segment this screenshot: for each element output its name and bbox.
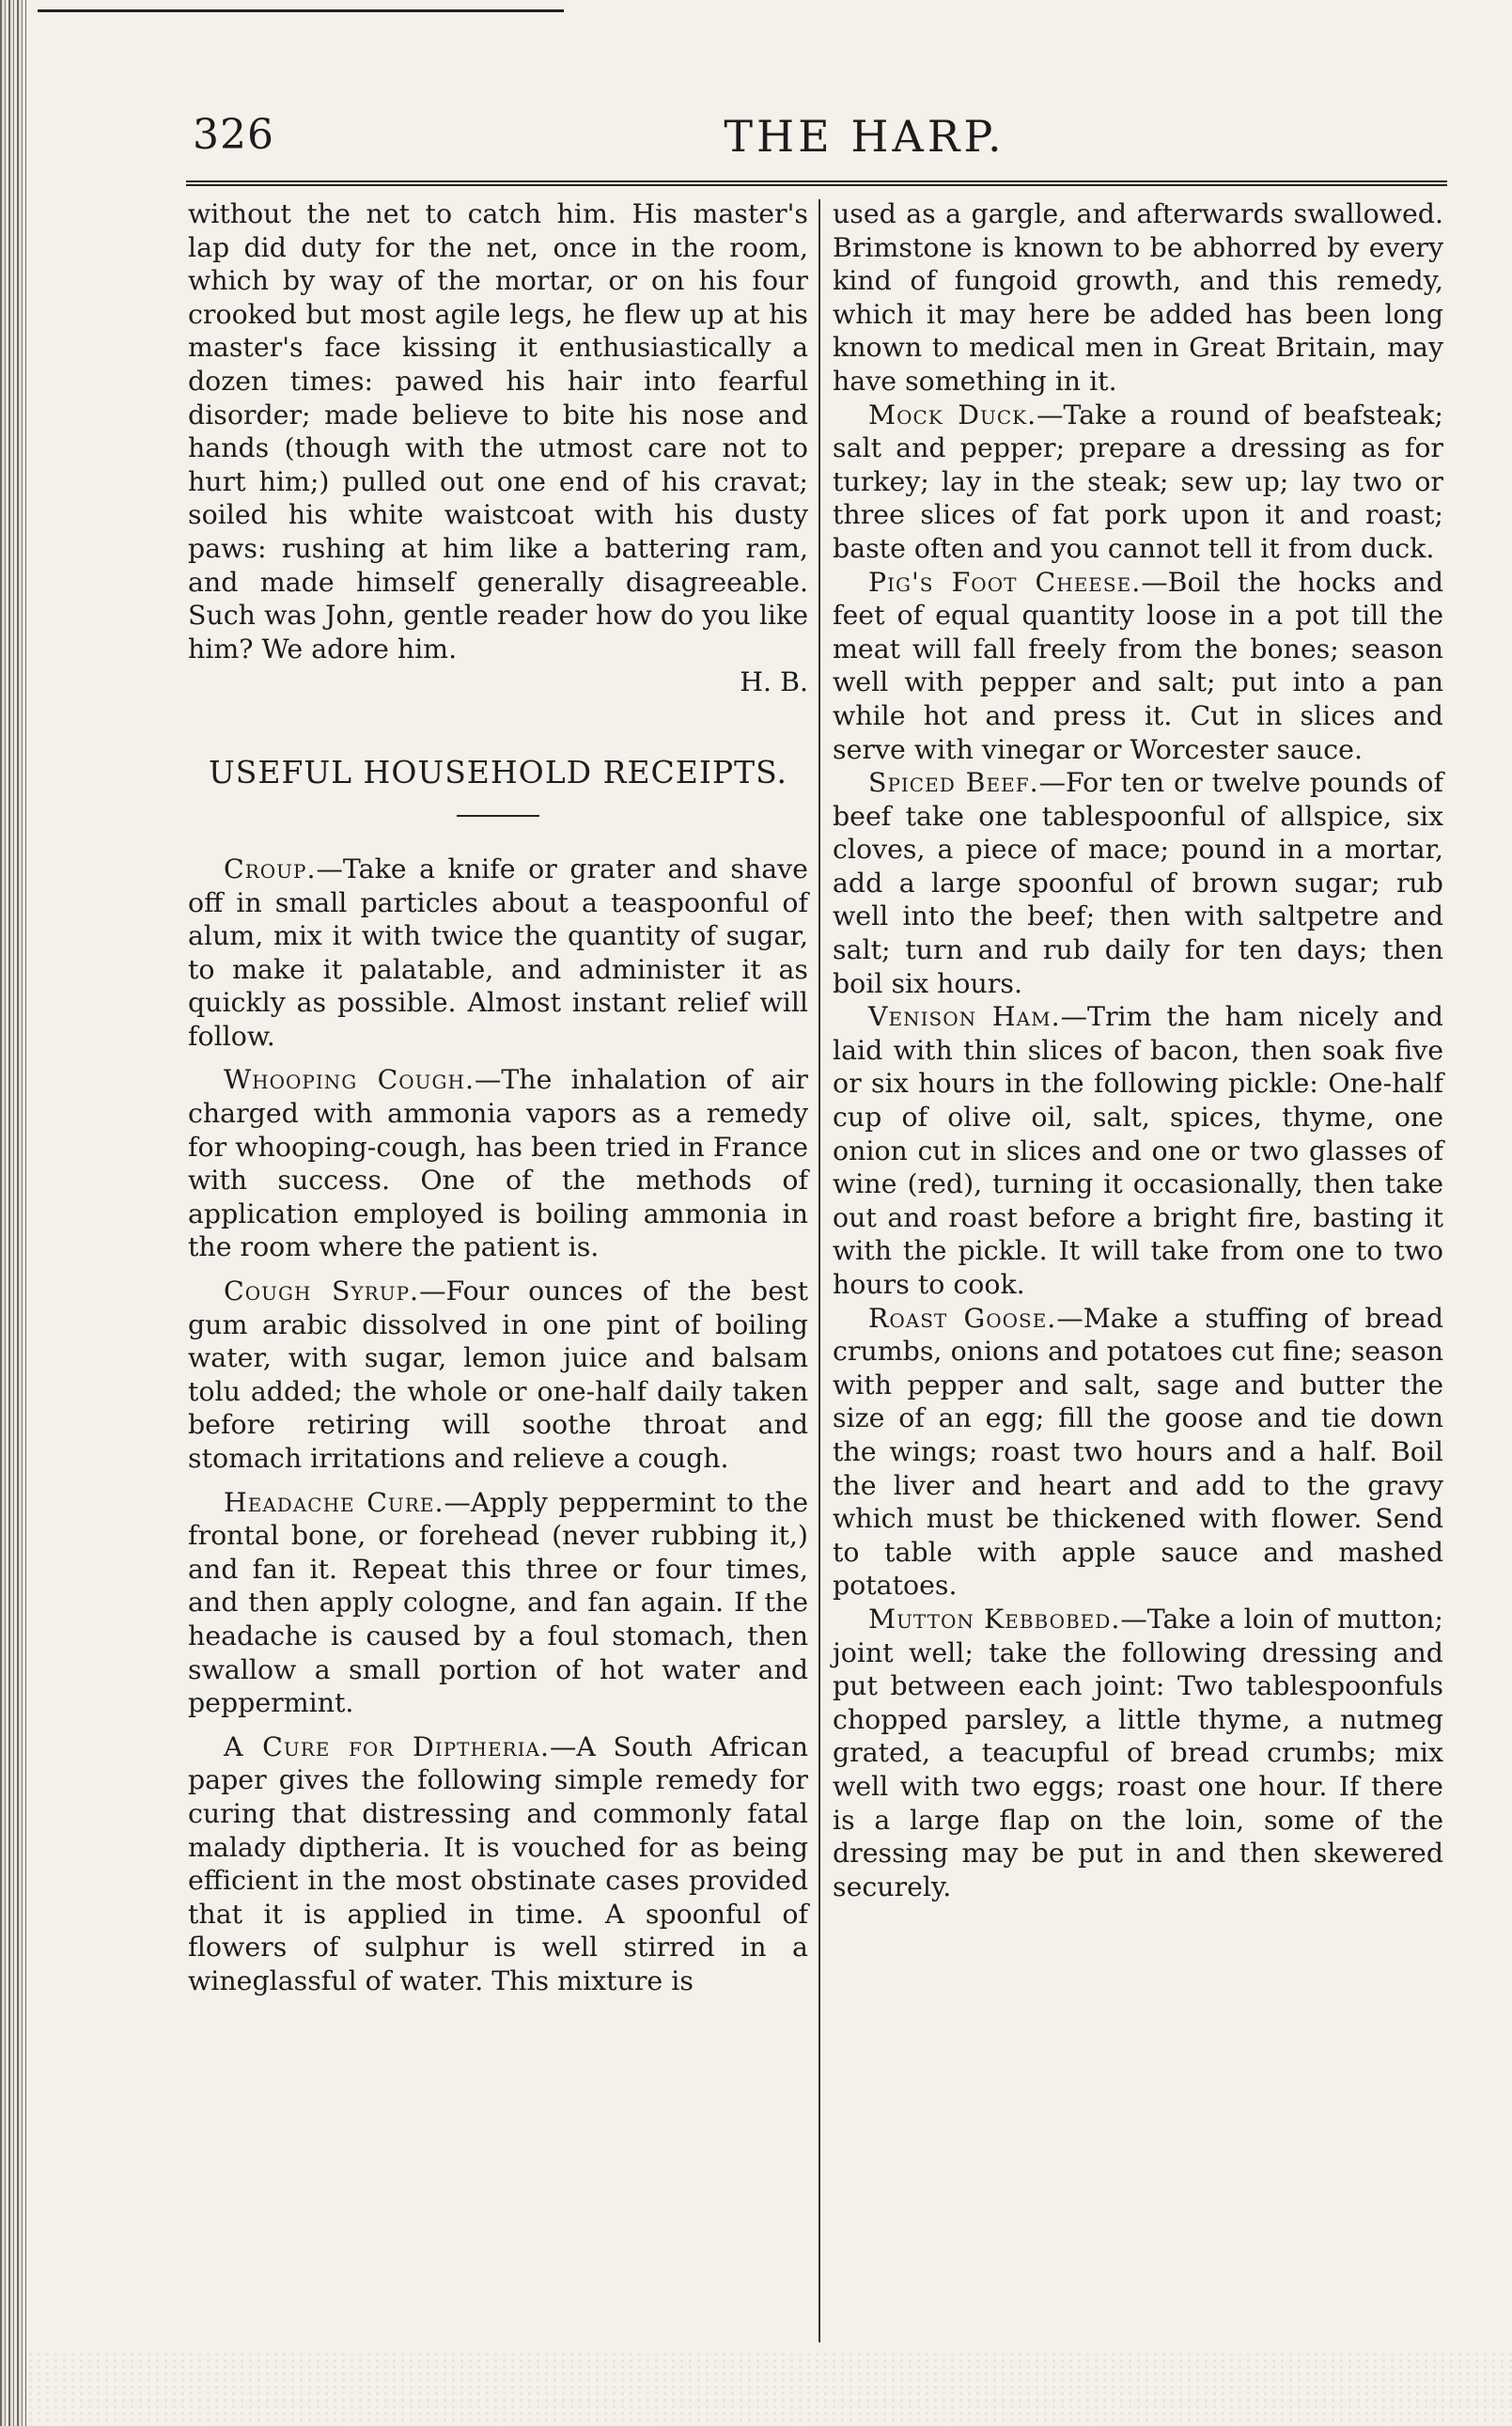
right-column bbox=[833, 197, 1443, 1903]
receipt-pigs-foot-cheese bbox=[833, 566, 1443, 767]
diptheria-continuation: used as a gargle, and afterwards swallowed. Brimstone is known to be abhorred by every kind of fungoid growth, and this remedy, which it may here be added has been long known to medical men in Great Britain, may have something in it. bbox=[833, 198, 1443, 397]
receipt-text: —Take a loin of mutton; joint well; take the following dressing and put between each joint: Two tablespoonfuls chopped parsley, a little thyme, a nutmeg grated, a teacupful of bread crumbs; mix well with two eggs; roast one hour. If there is a large flap on the loin, some of the dressing may be put in and then skewered securely. bbox=[833, 1603, 1443, 1902]
binding-edge bbox=[0, 0, 26, 2426]
receipt-cough-syrup bbox=[188, 1275, 808, 1476]
receipt-venison-ham bbox=[833, 1000, 1443, 1301]
receipt-heading: Roast Goose. bbox=[868, 1302, 1057, 1334]
author-signature: H. B. bbox=[740, 666, 808, 698]
column-divider bbox=[818, 199, 820, 2342]
receipt-text: —Take a round of beafsteak; salt and pepper; prepare a dressing as for turkey; lay in the steak; sew up; lay two or three slices of fat pork upon it and roast; baste often and you cannot tell it from duck. bbox=[833, 399, 1443, 564]
receipt-roast-goose bbox=[833, 1302, 1443, 1603]
receipt-heading: Croup. bbox=[224, 853, 317, 884]
receipt-croup bbox=[188, 853, 808, 1054]
receipt-heading: Pig's Foot Cheese. bbox=[868, 566, 1142, 598]
receipt-text: —Apply peppermint to the frontal bone, or forehead (never rubbing it,) and fan it. Repeat this three or four times, and then apply cologne, and fan again. If the headache is caused by a foul stomach, then swallow a small portion of hot water and peppermint. bbox=[188, 1486, 808, 1719]
receipt-heading: Spiced Beef. bbox=[868, 767, 1039, 799]
receipt-text: —Four ounces of the best gum arabic dissolved in one pint of boiling water, with sugar, lemon juice and balsam tolu added; the whole or one-half daily taken before retiring will soothe throat and stomach irritations and relieve a cough. bbox=[188, 1276, 808, 1474]
page-number: 326 bbox=[193, 111, 274, 159]
receipt-headache-cure bbox=[188, 1486, 808, 1720]
left-column bbox=[188, 197, 808, 1998]
running-title: THE HARP. bbox=[724, 111, 1005, 162]
receipt-text: —The inhalation of air charged with ammonia vapors as a remedy for whooping-cough, has been tried in France with success. One of the methods of application employed is boiling ammonia in the room where the patient is. bbox=[188, 1064, 808, 1263]
receipt-heading: Mock Duck. bbox=[868, 399, 1037, 430]
receipt-mock-duck bbox=[833, 399, 1443, 566]
header-rule bbox=[186, 180, 1447, 186]
receipt-text: —Boil the hocks and feet of equal quantity loose in a pot till the meat will fall freely from the bones; season well with pepper and salt; put into a pan while hot and press it. Cut in slices and serve with vinegar or Worcester sauce. bbox=[833, 566, 1443, 765]
receipt-text: —Take a knife or grater and shave off in small particles about a teaspoonful of alum, mix it with twice the quantity of sugar, to make it palatable, and administer it as quickly as possible. Almost instant relief will follow. bbox=[188, 853, 808, 1052]
story-continuation: without the net to catch him. His master's lap did duty for the net, once in the room, which by way of the mortar, or on his four crooked but most agile legs, he flew up at his master's face kissing it enthusiastically a dozen times: pawed his hair into fearful disorder; made believe to bite his nose and hands (though with the utmost care not to hurt him;) pulled out one end of his cravat; soiled his white waistcoat with his dusty paws: rushing at him like a battering ram, and made himself generally disagreeable. Such was John, gentle reader how do you like him? We adore him. bbox=[188, 198, 808, 665]
receipt-text: —Make a stuffing of bread crumbs, onions and potatoes cut fine; season with pepper and salt, sage and butter the size of an egg; fill the goose and tie down the wings; roast two hours and a half. Boil the liver and heart and add to the gravy which must be thickened with flower. Send to table with apple sauce and mashed potatoes. bbox=[833, 1302, 1443, 1602]
receipt-heading: Headache Cure. bbox=[224, 1486, 444, 1518]
receipt-heading: Whooping Cough. bbox=[224, 1064, 475, 1096]
receipt-text: —A South African paper gives the following simple remedy for curing that distressing and commonly fatal malady diptheria. It is vouched for as being efficient in the most obstinate cases provided that it is applied in time. A spoonful of flowers of sulphur is well stirred in a wineglassful of water. This mixture is bbox=[188, 1730, 808, 1996]
section-title: USEFUL HOUSEHOLD RECEIPTS. bbox=[208, 753, 788, 790]
section-rule bbox=[457, 815, 539, 817]
receipt-heading: Cough Syrup. bbox=[224, 1276, 420, 1307]
paper-speckle bbox=[26, 2351, 1512, 2426]
receipt-diptheria bbox=[188, 1730, 808, 1998]
receipt-heading: Venison Ham. bbox=[868, 1001, 1061, 1033]
top-rule bbox=[38, 9, 564, 12]
receipt-heading: Mutton Kebbobed. bbox=[868, 1603, 1121, 1635]
receipt-heading: A Cure for Diptheria. bbox=[224, 1730, 550, 1762]
receipt-mutton-kebbobed bbox=[833, 1603, 1443, 1903]
receipt-text: —Trim the ham nicely and laid with thin slices of bacon, then soak five or six hours in the following pickle: One-half cup of olive oil, salt, spices, thyme, one onion cut in slices and one or two glasses of wine (red), turning it occasionally, then take out and roast before a bright fire, basting it with the pickle. It will take from one to two hours to cook. bbox=[833, 1001, 1443, 1300]
receipt-whooping-cough bbox=[188, 1063, 808, 1264]
receipt-text: —For ten or twelve pounds of beef take one tablespoonful of allspice, six cloves, a piece of mace; pound in a mortar, add a large spoonful of brown sugar; rub well into the beef; then with saltpetre and salt; turn and rub daily for ten days; then boil six hours. bbox=[833, 767, 1443, 999]
receipt-spiced-beef bbox=[833, 766, 1443, 1000]
